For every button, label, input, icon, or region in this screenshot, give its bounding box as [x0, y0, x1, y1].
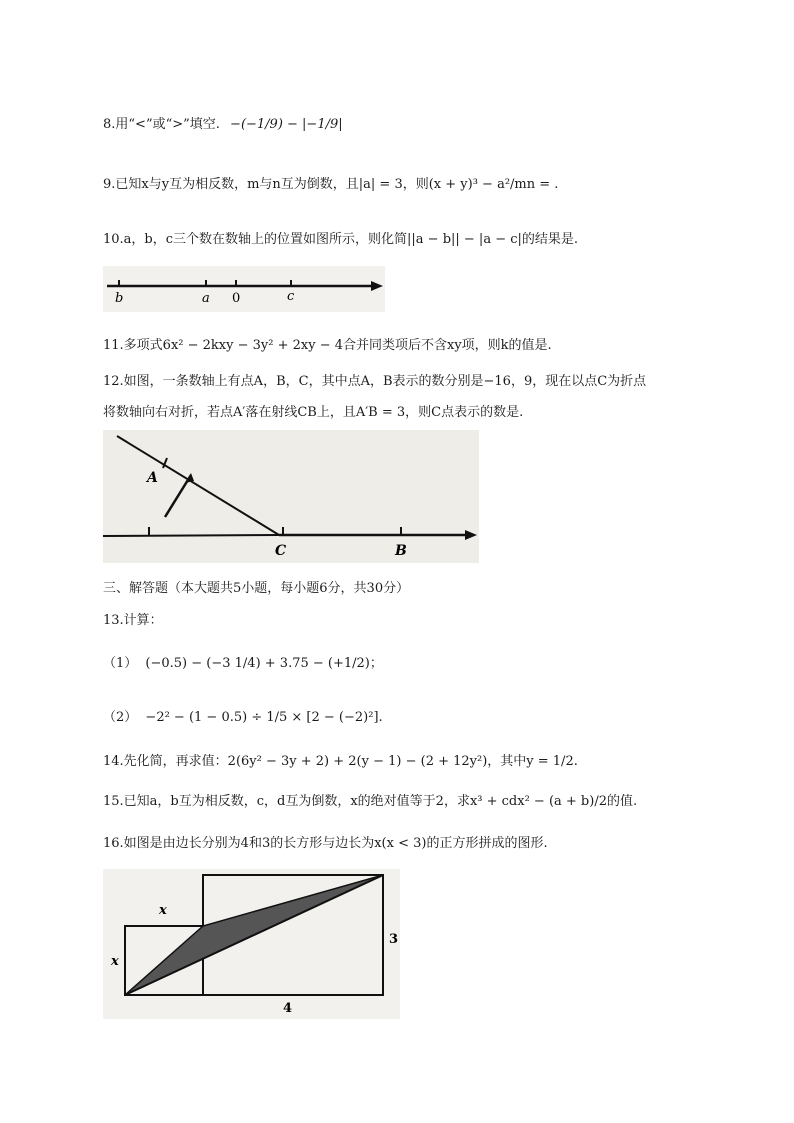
- question-13: [103, 609, 163, 628]
- label-point-a: A: [147, 470, 158, 486]
- question-10-text: 10.a，b，c三个数在数轴上的位置如图所示，则化简||a − b|| − |a − c|的结果是.: [103, 232, 579, 247]
- number-line-label-c: c: [287, 289, 295, 304]
- number-line-label-a: a: [202, 291, 210, 306]
- question-14-text: 14.先化简，再求值：2(6y² − 3y + 2) + 2(y − 1) − (2 + 12y²)，其中y = 1/2.: [103, 754, 578, 769]
- question-16: [103, 832, 548, 851]
- question-8-prefix: 8.用“<”或“>”填空.: [103, 117, 220, 132]
- question-9-text: 9.已知x与y互为相反数，m与n互为倒数，且|a| = 3，则(x + y)³ − a²/mn = .: [103, 177, 559, 192]
- folded-number-line-svg: [103, 430, 479, 563]
- label-rectangle-height: 3: [389, 932, 399, 947]
- rectangle-square-svg: [103, 869, 400, 1019]
- question-10: [103, 228, 578, 247]
- question-13-part-2: [103, 706, 383, 725]
- question-8: [103, 113, 343, 132]
- question-12-text-2: 将数轴向右对折，若点A′落在射线CB上，且A′B = 3，则C点表示的数是.: [103, 405, 524, 420]
- question-12-line-2: [103, 401, 523, 420]
- question-11: [103, 334, 552, 353]
- question-11-text: 11.多项式6x² − 2kxy − 3y² + 2xy − 4合并同类项后不含xy项，则k的值是.: [103, 338, 552, 353]
- question-8-expression: −(−1/9) − |−1/9|: [230, 117, 343, 132]
- number-line-figure: [103, 266, 385, 312]
- label-point-c: C: [275, 543, 287, 559]
- question-15: [103, 790, 637, 809]
- question-13-part-1: [103, 652, 383, 671]
- question-13-part-1-expression: (−0.5) − (−3 1/4) + 3.75 − (+1/2)；: [145, 656, 383, 671]
- folded-number-line-figure: [103, 430, 479, 563]
- question-13-part-2-expression: −2² − (1 − 0.5) ÷ 1/5 × [2 − (−2)²].: [145, 710, 383, 725]
- question-13-title: 13.计算：: [103, 613, 163, 628]
- number-line-svg: [103, 266, 385, 312]
- question-16-text: 16.如图是由边长分别为4和3的长方形与边长为x(x < 3)的正方形拼成的图形.: [103, 836, 548, 851]
- section-3-title: [103, 577, 409, 596]
- section-3-title-text: 三、解答题（本大题共5小题，每小题6分，共30分）: [103, 581, 410, 596]
- question-15-text: 15.已知a，b互为相反数，c，d互为倒数，x的绝对值等于2，求x³ + cdx² − (a + b)/2的值.: [103, 794, 638, 809]
- question-13-part-2-label: （2）: [103, 710, 138, 725]
- label-square-top-x: x: [159, 903, 167, 918]
- label-rectangle-width: 4: [283, 1001, 293, 1016]
- label-square-left-x: x: [111, 954, 119, 969]
- question-9: [103, 173, 558, 192]
- question-12-line-1: [103, 370, 646, 389]
- rectangle-square-figure: [103, 869, 400, 1019]
- label-point-b: B: [395, 543, 407, 559]
- question-12-text-1: 12.如图，一条数轴上有点A，B，C，其中点A，B表示的数分别是−16，9，现在以点C为折点: [103, 374, 647, 389]
- number-line-label-zero: 0: [232, 291, 241, 306]
- number-line-label-b: b: [115, 291, 124, 306]
- question-13-part-1-label: （1）: [103, 656, 138, 671]
- question-14: [103, 750, 578, 769]
